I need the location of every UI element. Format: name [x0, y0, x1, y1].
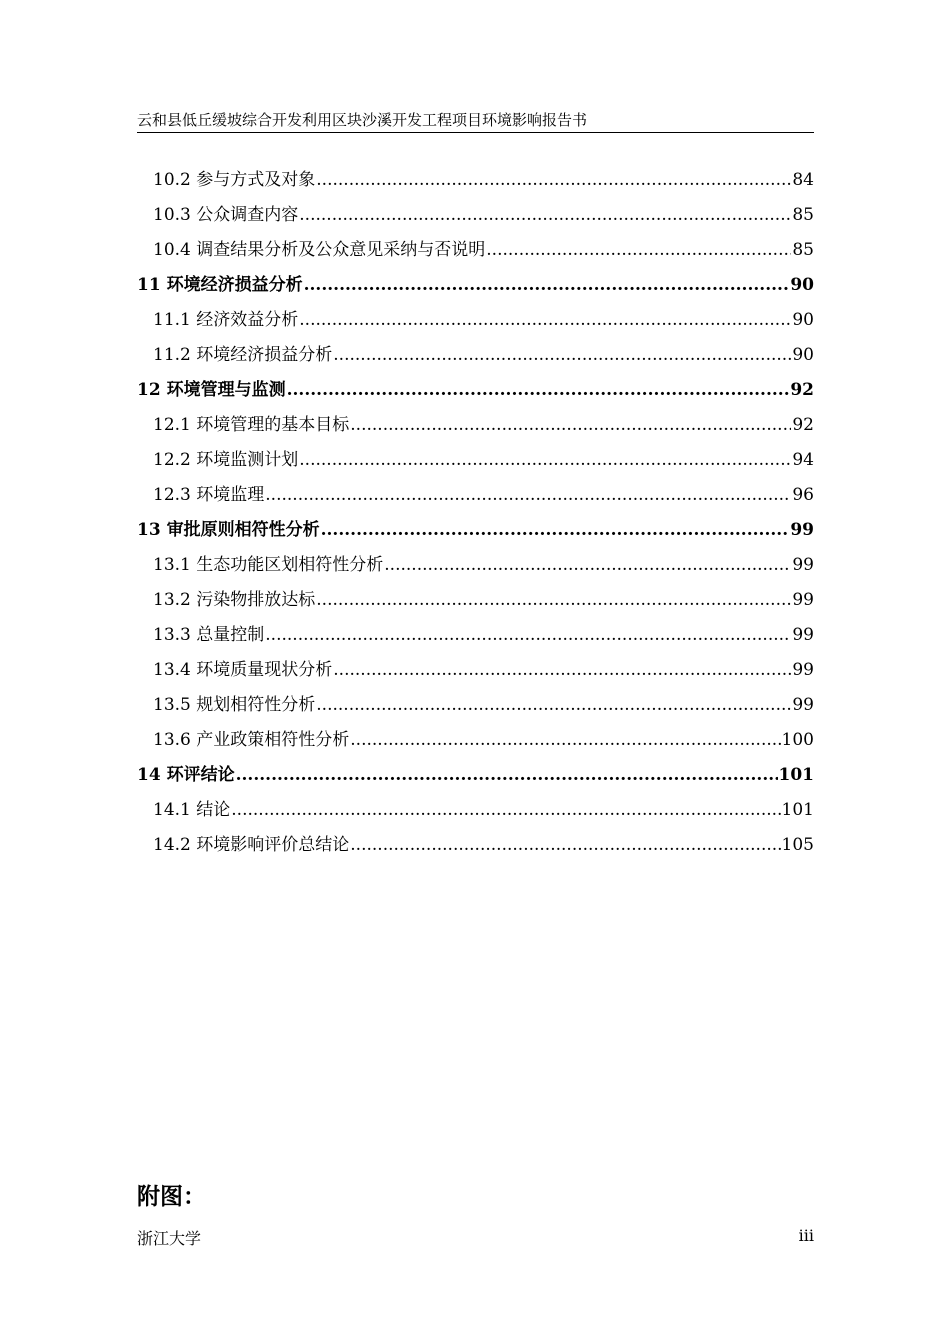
- toc-dot-leader: [316, 688, 791, 723]
- running-header: 云和县低丘缓坡综合开发利用区块沙溪开发工程项目环境影响报告书: [137, 110, 814, 133]
- toc-chapter-entry[interactable]: [137, 373, 814, 408]
- toc-entry-title: 10.4 调查结果分析及公众意见采纳与否说明: [153, 240, 486, 260]
- toc-entry-page: 90: [790, 275, 814, 295]
- toc-section-entry[interactable]: [137, 443, 814, 478]
- toc-section-entry[interactable]: [137, 723, 814, 758]
- toc-section-entry[interactable]: [137, 688, 814, 723]
- toc-section-entry[interactable]: [137, 548, 814, 583]
- toc-dot-leader: [384, 548, 791, 583]
- toc-entry-page: 90: [792, 310, 814, 330]
- toc-entry-page: 101: [778, 765, 814, 785]
- toc-section-entry[interactable]: [137, 828, 814, 863]
- toc-entry-page: 100: [781, 730, 814, 750]
- toc-section-entry[interactable]: [137, 583, 814, 618]
- toc-section-entry[interactable]: [137, 618, 814, 653]
- toc-entry-page: 92: [790, 380, 814, 400]
- toc-section-entry[interactable]: [137, 233, 814, 268]
- toc-section-entry[interactable]: [137, 653, 814, 688]
- toc-entry-title: 13.2 污染物排放达标: [153, 590, 316, 610]
- toc-chapter-entry[interactable]: [137, 758, 814, 793]
- toc-dot-leader: [287, 373, 790, 408]
- toc-dot-leader: [333, 653, 791, 688]
- toc-entry-page: 99: [792, 695, 814, 715]
- toc-dot-leader: [299, 303, 791, 338]
- toc-entry-page: 99: [792, 590, 814, 610]
- toc-entry-title: 13.3 总量控制: [153, 625, 265, 645]
- toc-section-entry[interactable]: [137, 478, 814, 513]
- toc-section-entry[interactable]: [137, 408, 814, 443]
- toc-entry-page: 99: [792, 660, 814, 680]
- toc-entry-page: 92: [792, 415, 814, 435]
- footer-institution: 浙江大学: [137, 1229, 202, 1248]
- toc-entry-title: 11 环境经济损益分析: [137, 275, 303, 295]
- footer-page-number: iii: [798, 1226, 814, 1245]
- toc-entry-title: 10.3 公众调查内容: [153, 205, 299, 225]
- toc-entry-page: 99: [790, 520, 814, 540]
- toc-entry-title: 11.2 环境经济损益分析: [153, 345, 333, 365]
- toc-dot-leader: [333, 338, 791, 373]
- toc-entry-page: 105: [781, 835, 814, 855]
- toc-entry-title: 11.1 经济效益分析: [153, 310, 299, 330]
- toc-entry-title: 13 审批原则相符性分析: [137, 520, 320, 540]
- toc-entry-title: 12 环境管理与监测: [137, 380, 286, 400]
- toc-chapter-entry[interactable]: [137, 513, 814, 548]
- toc-dot-leader: [265, 618, 791, 653]
- toc-dot-leader: [321, 513, 790, 548]
- toc-dot-leader: [350, 408, 791, 443]
- toc-dot-leader: [299, 443, 791, 478]
- toc-entry-page: 101: [781, 800, 814, 820]
- toc-chapter-entry[interactable]: [137, 268, 814, 303]
- toc-entry-title: 14.1 结论: [153, 800, 231, 820]
- table-of-contents: [137, 163, 814, 863]
- toc-entry-title: 14.2 环境影响评价总结论: [153, 835, 350, 855]
- toc-section-entry[interactable]: [137, 198, 814, 233]
- toc-entry-title: 12.2 环境监测计划: [153, 450, 299, 470]
- toc-entry-title: 13.4 环境质量现状分析: [153, 660, 333, 680]
- toc-entry-title: 13.1 生态功能区划相符性分析: [153, 555, 384, 575]
- toc-entry-title: 10.2 参与方式及对象: [153, 170, 316, 190]
- toc-dot-leader: [350, 828, 780, 863]
- toc-section-entry[interactable]: [137, 793, 814, 828]
- toc-entry-title: 13.6 产业政策相符性分析: [153, 730, 350, 750]
- toc-dot-leader: [350, 723, 780, 758]
- toc-entry-title: 13.5 规划相符性分析: [153, 695, 316, 715]
- toc-dot-leader: [265, 478, 791, 513]
- toc-dot-leader: [236, 758, 778, 793]
- toc-section-entry[interactable]: [137, 163, 814, 198]
- toc-entry-title: 12.3 环境监理: [153, 485, 265, 505]
- toc-entry-page: 84: [792, 170, 814, 190]
- toc-dot-leader: [304, 268, 790, 303]
- toc-entry-page: 90: [792, 345, 814, 365]
- toc-entry-page: 99: [792, 555, 814, 575]
- toc-entry-title: 12.1 环境管理的基本目标: [153, 415, 350, 435]
- toc-entry-page: 94: [792, 450, 814, 470]
- toc-entry-page: 85: [792, 205, 814, 225]
- toc-section-entry[interactable]: [137, 303, 814, 338]
- appendix-heading: 附图：: [137, 1183, 206, 1210]
- toc-dot-leader: [316, 583, 791, 618]
- toc-entry-page: 96: [792, 485, 814, 505]
- toc-dot-leader: [231, 793, 780, 828]
- toc-section-entry[interactable]: [137, 338, 814, 373]
- toc-entry-title: 14 环评结论: [137, 765, 235, 785]
- toc-dot-leader: [316, 163, 791, 198]
- toc-dot-leader: [299, 198, 791, 233]
- toc-entry-page: 99: [792, 625, 814, 645]
- toc-entry-page: 85: [792, 240, 814, 260]
- toc-dot-leader: [486, 233, 791, 268]
